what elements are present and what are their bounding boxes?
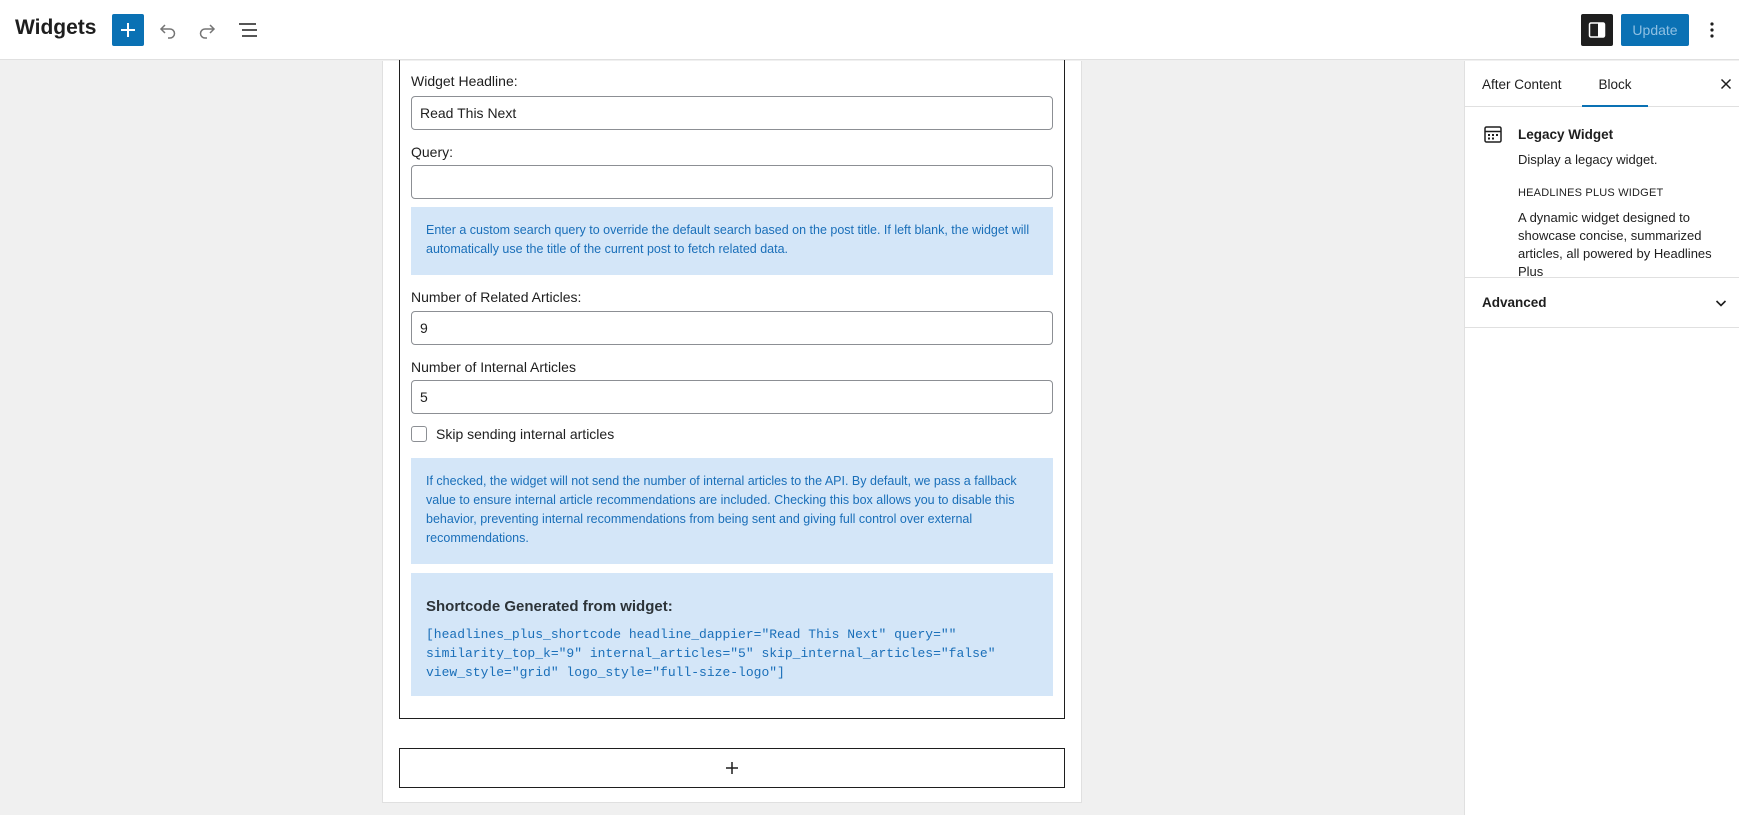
redo-icon [197,20,217,40]
add-block-button[interactable] [112,14,144,46]
undo-icon [158,20,178,40]
list-view-button[interactable] [232,14,264,46]
shortcode-line: similarity_top_k="9" internal_articles="5" skip_internal_articles="false" [426,646,996,661]
shortcode-panel [411,573,1053,696]
internal-articles-input[interactable]: 5 [411,380,1053,414]
related-articles-label: Number of Related Articles: [411,289,582,305]
close-sidebar-button[interactable] [1715,73,1737,95]
tab-block[interactable]: Block [1598,76,1632,92]
query-input[interactable] [411,165,1053,199]
tab-after-content[interactable]: After Content [1482,76,1562,92]
internal-articles-label: Number of Internal Articles [411,359,576,375]
editor-header [0,0,1739,60]
query-note: Enter a custom search query to override the default search based on the post title. If left blank, the widget will automatically use the title of the current post to fetch related data. [411,207,1053,275]
advanced-label: Advanced [1482,295,1547,310]
undo-button[interactable] [152,14,184,46]
plus-icon [724,760,740,776]
legacy-widget-block[interactable] [399,60,1065,719]
update-button[interactable]: Update [1621,14,1689,46]
widget-area [382,61,1082,803]
block-card-description: Display a legacy widget. [1518,152,1658,167]
shortcode-line: view_style="grid" logo_style="full-size-logo"] [426,665,785,680]
settings-sidebar [1464,61,1739,815]
close-icon [1720,78,1732,90]
calendar-icon [1483,124,1503,144]
skip-internal-checkbox[interactable] [411,426,427,442]
more-options-button[interactable] [1700,14,1724,46]
block-appender-button[interactable] [399,748,1065,788]
shortcode-line: [headlines_plus_shortcode headline_dappier="Read This Next" query="" [426,627,957,642]
related-articles-input[interactable]: 9 [411,311,1053,345]
chevron-down-icon [1713,295,1729,311]
block-card [1465,107,1739,278]
skip-internal-note: If checked, the widget will not send the number of internal articles to the API. By default, we pass a fallback value to ensure internal article recommendations are included. Checking this box allows you to disable this behavior, preventing internal recommendations from being sent and giving full control over external recommendations. [411,458,1053,564]
headline-label: Widget Headline: [411,73,518,89]
redo-button[interactable] [191,14,223,46]
plus-icon [119,21,137,39]
block-card-title: Legacy Widget [1518,127,1614,142]
editor-canvas [0,61,1464,815]
settings-toggle-button[interactable] [1581,14,1613,46]
advanced-panel-toggle[interactable] [1465,278,1739,328]
sidebar-toggle-icon [1587,20,1607,40]
skip-internal-row [411,426,614,442]
page-title: Widgets [15,16,97,39]
sidebar-tabs [1465,61,1739,107]
shortcode-title: Shortcode Generated from widget: [426,598,673,615]
skip-internal-label: Skip sending internal articles [436,426,615,442]
query-label: Query: [411,144,454,160]
more-vertical-icon [1710,22,1714,38]
widget-name: HEADLINES PLUS WIDGET [1518,187,1664,199]
widget-description: A dynamic widget designed to showcase concise, summarized articles, all powered by Headlines Plus [1518,210,1712,279]
list-view-icon [237,20,259,40]
headline-input[interactable]: Read This Next [411,96,1053,130]
